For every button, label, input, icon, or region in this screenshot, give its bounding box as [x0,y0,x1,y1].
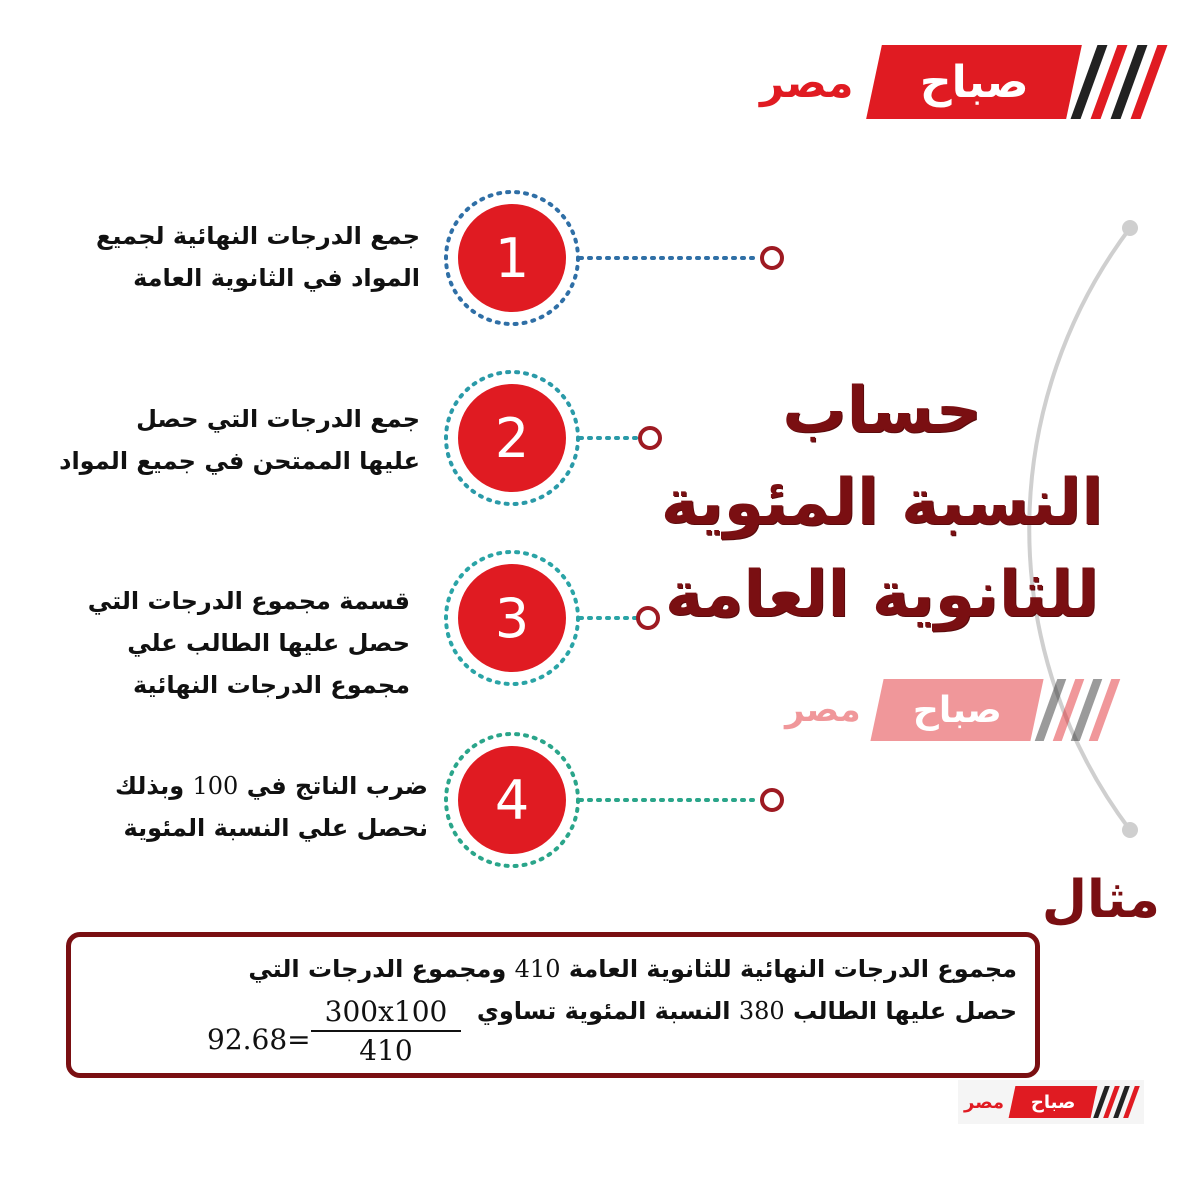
step-4-line-1-a: ضرب الناتج في [246,772,428,800]
example-box [66,932,1040,1078]
logo-red-box [870,679,1043,741]
logo-word-masr: مصر [964,1091,1005,1113]
example-line-2-b: النسبة المئوية تساوي [476,997,731,1025]
step-2-line-1: جمع الدرجات التي حصل [136,405,420,433]
step-1-line-2: المواد في الثانوية العامة [133,264,420,292]
arc-end-bottom [1122,822,1138,838]
arc-end-top [1122,220,1138,236]
example-line-1-b: ومجموع الدرجات التي [248,955,507,983]
step-4-number: 100 [192,772,239,800]
step-3-line-2: حصل عليها الطالب علي [127,629,410,657]
fraction-denominator: 410 [359,1034,413,1067]
logo-word-masr: مصر [785,690,861,730]
logo-word-sabah: صباح [912,689,1002,731]
step-2-line-2: عليها الممتحن في جميع المواد [59,447,420,475]
step-3-line-1: قسمة مجموع الدرجات التي [87,587,410,615]
logo-word-masr: مصر [760,57,854,107]
step-4-line-1 [38,765,428,807]
step-number-1: 1 [458,204,566,312]
fraction-numerator: 300x100 [311,995,461,1032]
node-1 [762,248,782,268]
title-line-2: النسبة المئوية [660,466,1104,540]
step-text-1 [30,215,420,299]
example-line-2 [477,997,1017,1025]
step-4-line-1-b: وبذلك [115,772,185,800]
step-number-3: 3 [458,564,566,672]
step-text-3 [20,580,410,706]
step-number-2: 2 [458,384,566,492]
example-line-1-a: مجموع الدرجات النهائية للثانوية العامة [568,955,1017,983]
step-4-line-2: نحصل علي النسبة المئوية [123,814,428,842]
logo-stripes [1074,45,1154,119]
page-title [602,365,1162,641]
logo-stripes [1037,679,1109,741]
example-line-2-a: حصل عليها الطالب [793,997,1017,1025]
example-result: 92.68= [207,1023,311,1056]
brand-logo-bottom [958,1080,1144,1124]
example-total-value: 410 [514,955,561,983]
logo-word-sabah: صباح [919,56,1028,108]
title-line-3: للثانوية العامة [664,558,1100,632]
step-text-4 [38,765,428,849]
brand-logo-top [760,42,1154,122]
step-number-4: 4 [458,746,566,854]
example-line-1 [248,955,1017,983]
example-fraction [311,995,461,1067]
title-line-1: حساب [782,374,982,448]
example-student-value: 380 [738,997,785,1025]
step-1-line-1: جمع الدرجات النهائية لجميع [95,222,420,250]
node-4 [762,790,782,810]
logo-stripes [1094,1086,1134,1118]
logo-red-box [866,45,1082,119]
step-3-line-3: مجموع الدرجات النهائية [133,671,410,699]
step-text-2 [30,398,420,482]
brand-logo-watermark [785,677,1109,743]
logo-red-box [1009,1086,1098,1118]
logo-word-sabah: صباح [1030,1091,1076,1113]
example-title: مثال [1041,870,1160,930]
